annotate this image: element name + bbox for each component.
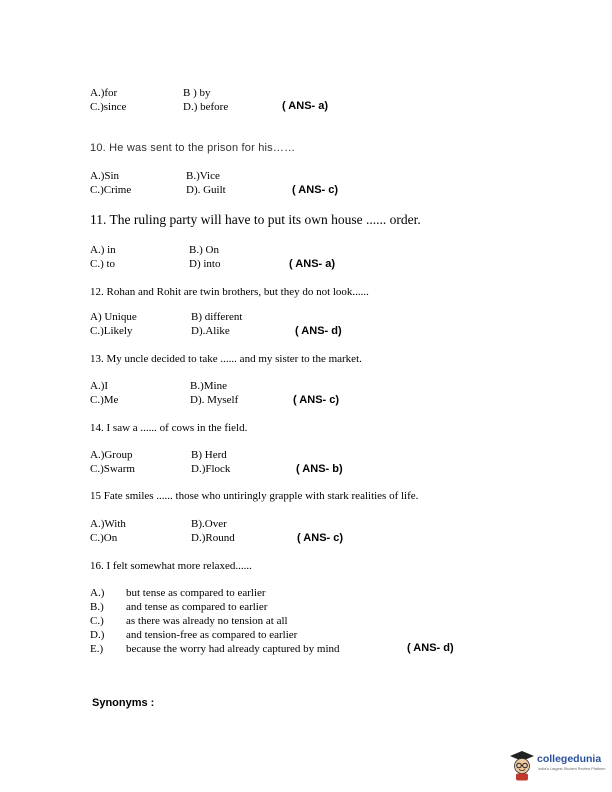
q16-option-e-label: E.) [90,643,104,655]
synonyms-heading: Synonyms : [92,697,155,709]
q10-option-a: A.)Sin [90,170,120,182]
q15-option-a: A.)With [90,518,126,530]
q13-option-b: B.)Mine [190,380,227,392]
q10-option-d: D). Guilt [186,184,226,196]
q16-answer: ( ANS- d) [407,642,454,654]
q14-answer: ( ANS- b) [296,463,343,475]
q15-option-b: B).Over [191,518,227,530]
logo-tagline: India's Largest Student Review Platform [538,767,606,771]
q11-answer: ( ANS- a) [289,258,336,270]
q16-option-b-label: B.) [90,601,104,613]
q16-question: 16. I felt somewhat more relaxed...... [90,560,252,572]
q11-option-b: B.) On [189,244,219,256]
q12-option-a: A) Unique [90,311,137,323]
q16-option-c-text: as there was already no tension at all [126,615,288,627]
q16-option-a-text: but tense as compared to earlier [126,587,266,599]
graduate-mascot-icon [508,748,536,782]
q16-option-e-text: because the worry had already captured by mind [126,643,340,655]
q16-option-c-label: C.) [90,615,104,627]
q11-question: 11. The ruling party will have to put its own house ...... order. [90,212,421,227]
q13-option-a: A.)I [90,380,109,392]
q16-option-a-label: A.) [90,587,105,599]
q12-answer: ( ANS- d) [295,325,342,337]
q12-option-d: D).Alike [191,325,230,337]
q16-option-b-text: and tense as compared to earlier [126,601,268,613]
q15-answer: ( ANS- c) [297,532,344,544]
q12-option-c: C.)Likely [90,325,133,337]
q13-answer: ( ANS- c) [293,394,340,406]
q10-option-b: B.)Vice [186,170,220,182]
q14-option-a: A.)Group [90,449,133,461]
q11-option-d: D) into [189,258,221,270]
q10-option-c: C.)Crime [90,184,132,196]
q9-answer: ( ANS- a) [282,100,329,112]
q11-option-c: C.) to [90,258,116,270]
q12-question: 12. Rohan and Rohit are twin brothers, but they do not look...... [90,286,369,298]
q10-question: 10. He was sent to the prison for his…… [90,142,296,154]
q11-option-a: A.) in [90,244,116,256]
q13-question: 13. My uncle decided to take ...... and my sister to the market. [90,353,362,365]
q15-question: 15 Fate smiles ...... those who untiringly grapple with stark realities of life. [90,490,419,502]
q15-option-c: C.)On [90,532,118,544]
q14-option-c: C.)Swarm [90,463,135,475]
q10-answer: ( ANS- c) [292,184,339,196]
q13-option-d: D). Myself [190,394,239,406]
collegedunia-logo [508,748,608,784]
q9-option-d: D.) before [183,101,229,113]
logo-wordmark: collegedunia [537,753,602,765]
q13-option-c: C.)Me [90,394,119,406]
q16-option-d-label: D.) [90,629,105,641]
q12-option-b: B) different [191,311,243,323]
q16-option-d-text: and tension-free as compared to earlier [126,629,298,641]
q9-option-b: B ) by [183,87,211,99]
q15-option-d: D.)Round [191,532,235,544]
q14-option-b: B) Herd [191,449,227,461]
q9-option-a: A.)for [90,87,118,99]
q9-option-c: C.)since [90,101,127,113]
q14-question: 14. I saw a ...... of cows in the field. [90,422,248,434]
q14-option-d: D.)Flock [191,463,231,475]
